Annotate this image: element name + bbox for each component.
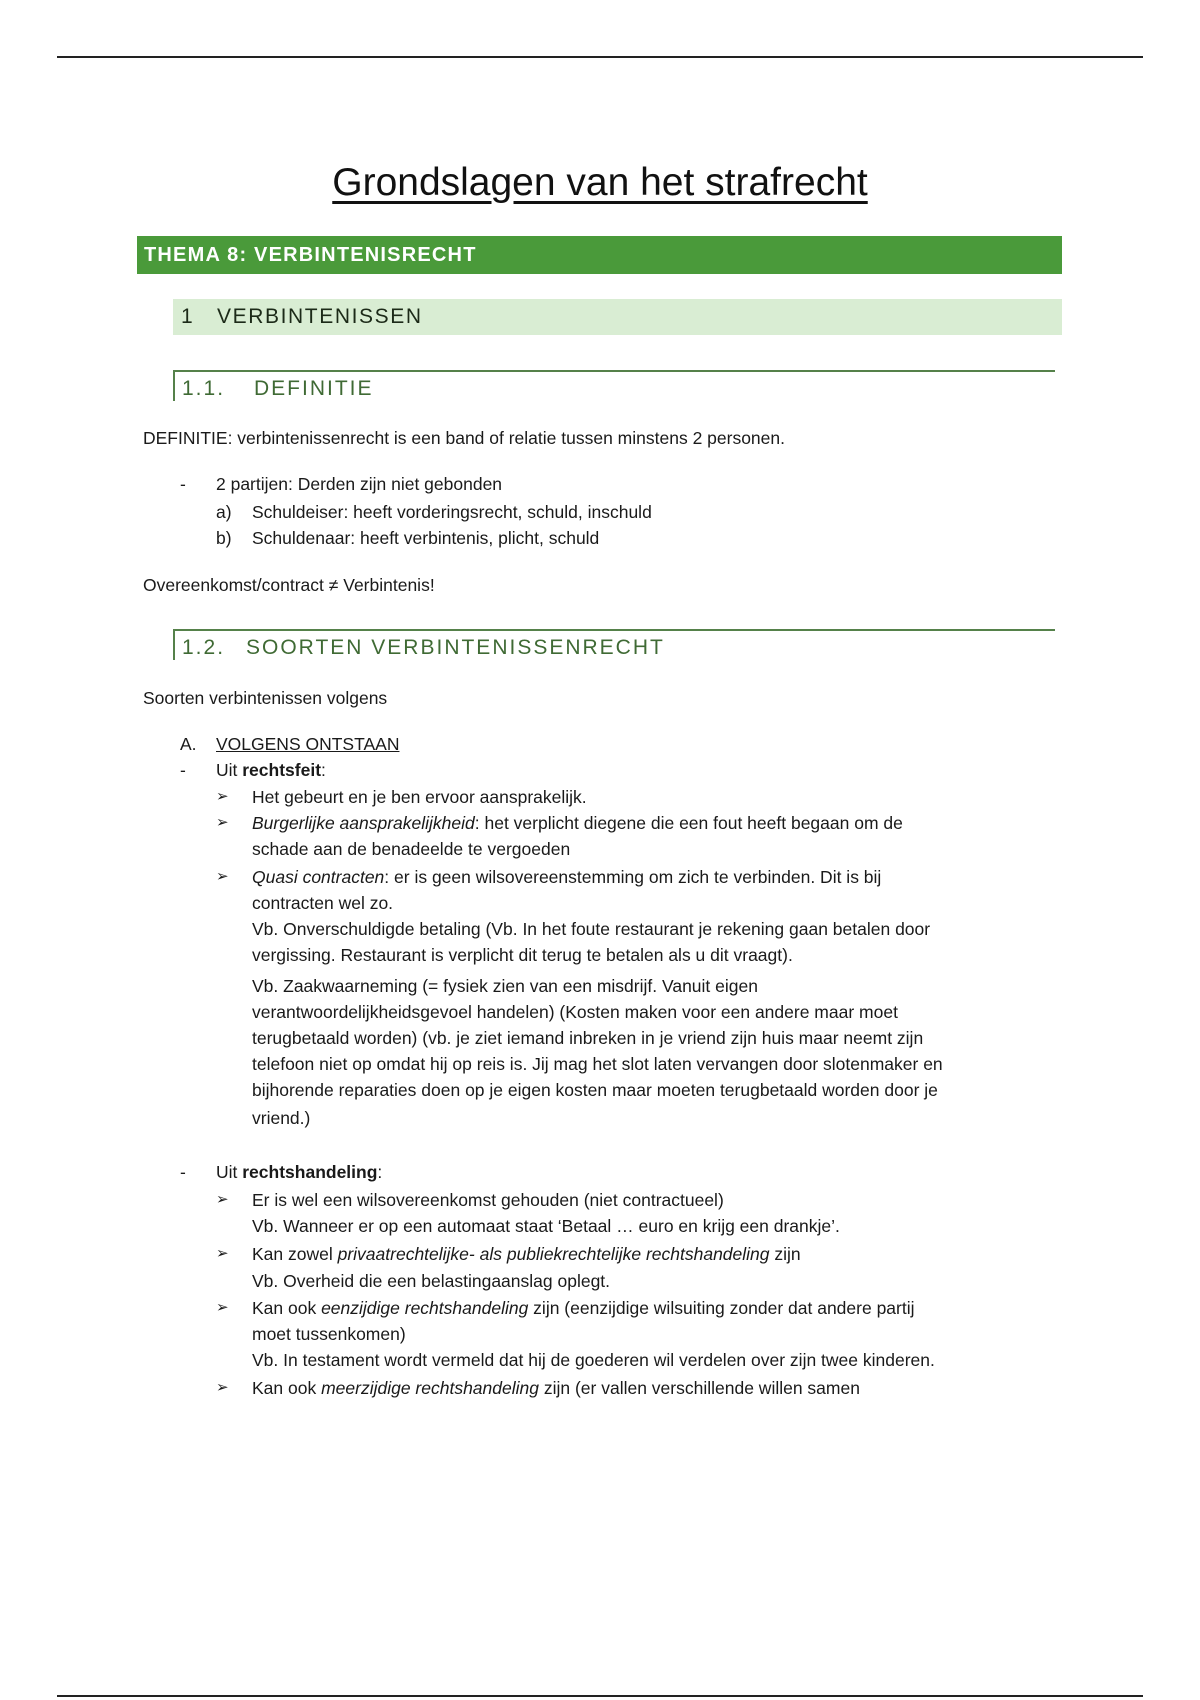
bullet-text-continued: bijhorende reparaties doen op je eigen kosten maar moeten terugbetaald worden door je <box>252 1080 938 1100</box>
section-label: VERBINTENISSEN <box>217 305 423 328</box>
footer-rule <box>57 1695 1143 1697</box>
bullet-text: Kan ook eenzijdige rechtshandeling zijn (eenzijdige wilsuiting zonder dat andere partij <box>252 1298 915 1318</box>
arrow-bullet-icon: ➢ <box>216 1379 229 1396</box>
heading-a-label: VOLGENS ONTSTAAN <box>216 734 400 754</box>
header-rule <box>57 56 1143 58</box>
arrow-bullet-icon: ➢ <box>216 788 229 805</box>
bullet-text-continued: vriend.) <box>252 1108 311 1128</box>
bullet-text-continued: Vb. In testament wordt vermeld dat hij de goederen wil verdelen over zijn twee kinderen. <box>252 1350 935 1370</box>
arrow-bullet-icon: ➢ <box>216 814 229 831</box>
thema-heading: THEMA 8: VERBINTENISRECHT <box>137 236 1062 274</box>
subsection-number: 1.1. <box>182 377 226 400</box>
bullet-text: Het gebeurt en je ben ervoor aansprakelijk. <box>252 787 587 807</box>
bullet-text-continued: verantwoordelijkheidsgevoel handelen) (Kosten maken voor een andere maar moet <box>252 1002 898 1022</box>
subsection-heading-1-1 <box>173 370 1055 401</box>
bullet-text-continued: telefoon niet op omdat hij op reis is. Jij mag het slot laten vervangen door slotenmaker en <box>252 1054 943 1074</box>
note-text: Overeenkomst/contract ≠ Verbintenis! <box>143 575 435 595</box>
subsection-heading-1-2 <box>173 629 1055 660</box>
bullet-text-continued: Vb. Wanneer er op een automaat staat ‘Betaal … euro en krijg een drankje’. <box>252 1216 840 1236</box>
bullet-text-continued: moet tussenkomen) <box>252 1324 406 1344</box>
section-number: 1 <box>181 305 195 328</box>
arrow-bullet-icon: ➢ <box>216 868 229 885</box>
bullet-text-continued: Vb. Onverschuldigde betaling (Vb. In het foute restaurant je rekening gaan betalen door <box>252 919 931 939</box>
party-b-text: Schuldenaar: heeft verbintenis, plicht, schuld <box>252 528 600 548</box>
list-marker-a: a) <box>216 502 232 522</box>
subsection-label: SOORTEN VERBINTENISSENRECHT <box>246 636 665 659</box>
rechtshandeling-heading: Uit rechtshandeling: <box>216 1162 383 1182</box>
arrow-bullet-icon: ➢ <box>216 1245 229 1262</box>
subsection-label: DEFINITIE <box>254 377 374 400</box>
arrow-bullet-icon: ➢ <box>216 1191 229 1208</box>
party-a-text: Schuldeiser: heeft vorderingsrecht, schuld, inschuld <box>252 502 652 522</box>
bullet-text: Kan zowel privaatrechtelijke- als publiekrechtelijke rechtshandeling zijn <box>252 1244 801 1264</box>
bullet-text: Kan ook meerzijdige rechtshandeling zijn (er vallen verschillende willen samen <box>252 1378 860 1398</box>
document-title: Grondslagen van het strafrecht <box>332 161 868 204</box>
rechtsfeit-heading: Uit rechtsfeit: <box>216 760 326 780</box>
subsection-number: 1.2. <box>182 636 226 659</box>
bullet-text: Burgerlijke aansprakelijkheid: het verplicht diegene die een fout heeft begaan om de <box>252 813 903 833</box>
arrow-bullet-icon: ➢ <box>216 1299 229 1316</box>
list-marker-b: b) <box>216 528 232 548</box>
section-heading-1 <box>173 299 1062 335</box>
bullet-text-continued: Vb. Overheid die een belastingaanslag oplegt. <box>252 1271 611 1291</box>
soorten-intro: Soorten verbintenissen volgens <box>143 688 388 708</box>
dash-marker: - <box>180 1162 186 1182</box>
heading-a-marker: A. <box>180 734 197 754</box>
bullet-text: Quasi contracten: er is geen wilsovereenstemming om zich te verbinden. Dit is bij <box>252 867 882 887</box>
dash-marker: - <box>180 760 186 780</box>
bullet-text-continued: schade aan de benadeelde te vergoeden <box>252 839 571 859</box>
definition-text: DEFINITIE: verbintenissenrecht is een band of relatie tussen minstens 2 personen. <box>143 428 785 448</box>
bullet-text: Er is wel een wilsovereenkomst gehouden (niet contractueel) <box>252 1190 724 1210</box>
parties-intro: 2 partijen: Derden zijn niet gebonden <box>216 474 503 494</box>
bullet-text-continued: contracten wel zo. <box>252 893 394 913</box>
bullet-text-continued: terugbetaald worden) (vb. je ziet iemand inbreken in je vriend zijn huis maar neemt zijn <box>252 1028 924 1048</box>
dash-marker: - <box>180 474 186 494</box>
bullet-text-continued: Vb. Zaakwaarneming (= fysiek zien van een misdrijf. Vanuit eigen <box>252 976 758 996</box>
bullet-text-continued: vergissing. Restaurant is verplicht dit terug te betalen als u dit vraagt). <box>252 945 793 965</box>
